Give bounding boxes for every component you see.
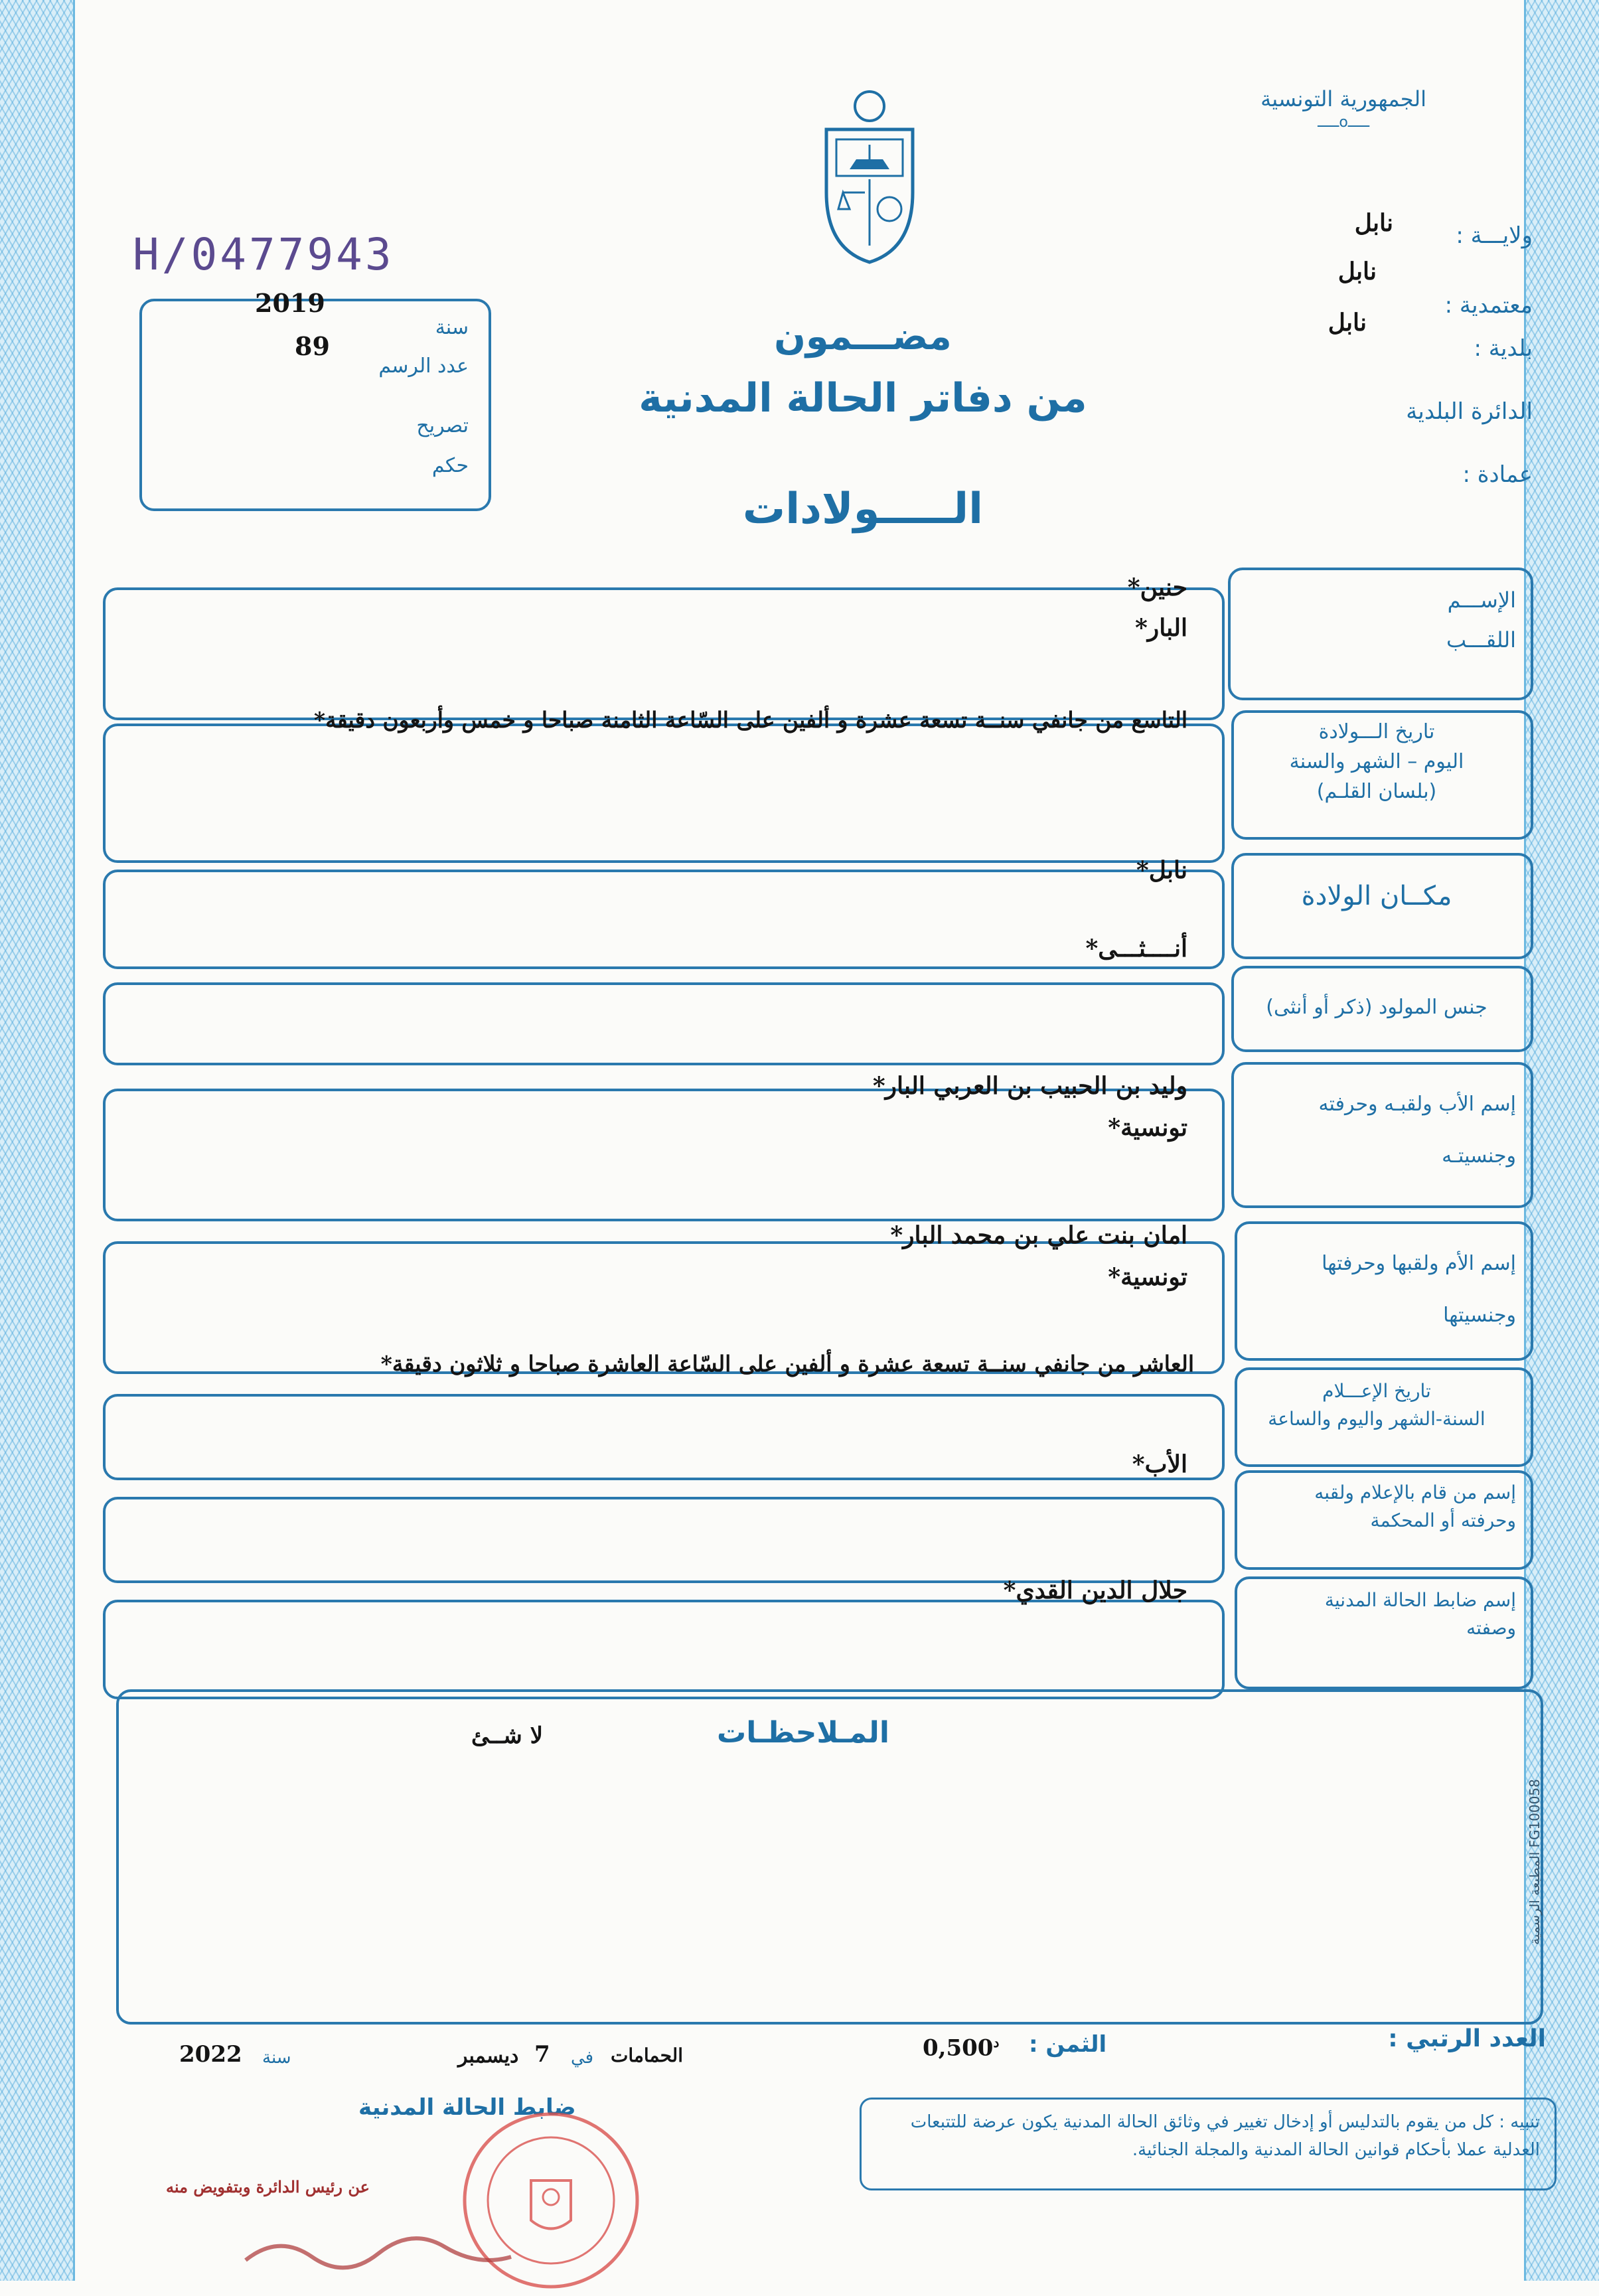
wilaya-value: نابل — [1354, 209, 1393, 237]
republic-ornament: ـــــoـــــ — [1318, 114, 1370, 131]
value-mother-name: امان بنت علي بن محمد البار* — [890, 1221, 1187, 1249]
register-year-label: سنة — [435, 316, 469, 339]
warning-box — [860, 2098, 1557, 2190]
left-security-border — [0, 0, 75, 2281]
title-sub: من دفاتر الحالة المدنية — [639, 375, 1087, 421]
price-value: $0,500^د$ — [923, 2034, 1000, 2062]
value-declarant: الأب* — [1132, 1450, 1187, 1478]
label-name: الإســـم اللقـــب — [1446, 587, 1516, 652]
register-year-value: 2019 — [255, 288, 325, 318]
value-sex: أنــــثـــى* — [1085, 935, 1187, 962]
label-mother: إسم الأم ولقبها وحرفتها وجنسيتها — [1322, 1252, 1516, 1327]
value-box-sex — [103, 982, 1225, 1065]
value-box-birth-date — [103, 724, 1225, 863]
value-officer: جلال الدين القدي* — [1003, 1576, 1187, 1604]
delegation-text: عن رئيس الدائرة وبتفويض منه — [166, 2177, 370, 2196]
register-declaration-label: تصريح — [416, 414, 469, 437]
baladia-value: نابل — [1328, 309, 1367, 337]
republic-header — [1260, 86, 1426, 131]
mootamadia-value: نابل — [1337, 258, 1377, 285]
register-judgment-label: حكم — [431, 454, 469, 477]
year-value: 2022 — [179, 2041, 242, 2068]
label-birth-place: مكــان الولادة — [1301, 881, 1452, 911]
signature-icon — [239, 2227, 518, 2273]
daira-label: الدائرة البلدية — [1406, 398, 1533, 425]
value-box-declarant — [103, 1497, 1225, 1583]
value-father-nationality: تونسية* — [1108, 1114, 1187, 1142]
value-father — [524, 1065, 1187, 1149]
officer-title: ضابط الحالة المدنية — [358, 2094, 576, 2121]
coat-of-arms-icon — [813, 86, 926, 266]
register-box — [139, 288, 491, 511]
month-value: ديسمبر — [458, 2044, 519, 2068]
value-birth-place: نابل* — [1136, 856, 1187, 884]
remarks-label: المـلاحظـات — [717, 1716, 889, 1750]
serial-number: H/0477943 — [133, 229, 394, 280]
wilaya-label: ولايـــة : — [1456, 222, 1533, 249]
remarks-value: لا شــئ — [471, 1722, 543, 1749]
serial-number-label: العدد الرتبي : — [1388, 2025, 1546, 2052]
in-label: في — [571, 2048, 594, 2068]
label-birth-date: تاريخ الـــولادة اليوم – الشهر والسنة (بلسان القلـم) — [1289, 720, 1464, 803]
baladia-label: بلدية : — [1474, 335, 1533, 362]
value-birth-date: التاسع من جانفي سنــة تسعة عشرة و ألفين على السّاعة الثامنة صباحا و خمس وأربعون دقيقة* — [313, 707, 1187, 733]
register-number-label: عدد الرسم — [378, 354, 469, 378]
label-sex: جنس المولود (ذكر أو أنثى) — [1266, 996, 1487, 1019]
value-mother-nationality: تونسية* — [1108, 1263, 1187, 1291]
title-main: مضـــمون — [774, 315, 952, 358]
value-last-name: البار* — [1134, 614, 1187, 643]
value-name — [391, 568, 1187, 649]
label-declarant: إسم من قام بالإعلام ولقبه وحرفته أو المحكمة — [1314, 1482, 1516, 1531]
republic-label: الجمهورية التونسية — [1260, 86, 1426, 112]
side-print-code: المطبعة الرسمية FG100058 — [1527, 1779, 1543, 1945]
day-value: 7 — [534, 2041, 550, 2068]
place-value: الحمامات — [611, 2044, 683, 2066]
warning-text: تنبيه : كل من يقوم بالتدليس أو إدخال تغيير في وثائق الحالة المدنية يكون عرضة للتتبعات العدلية عملا بأحكام قوانين الحالة المدنية والمجلة الجنائية. — [910, 2112, 1540, 2160]
price-label: الثمن : — [1029, 2031, 1107, 2058]
value-father-name: وليد بن الحبيب بن العربي البار* — [872, 1072, 1187, 1100]
label-officer: إسم ضابط الحالة المدنية وصفته — [1324, 1589, 1516, 1639]
omada-label: عمادة : — [1462, 461, 1533, 488]
title-births: الـــــولادات — [742, 485, 984, 534]
register-number-value: 89 — [295, 331, 330, 361]
label-declaration-date: تاريخ الإعـــلام السنة-الشهر واليوم والساعة — [1268, 1380, 1485, 1430]
mootamadia-label: معتمدية : — [1444, 292, 1533, 319]
value-declaration-date: العاشر من جانفي سنــة تسعة عشرة و ألفين على السّاعة العاشرة صباحا و ثلاثون دقيقة* — [380, 1351, 1194, 1377]
value-first-name: حنين* — [1127, 574, 1187, 601]
year-label: سنة — [262, 2048, 291, 2068]
value-mother — [524, 1215, 1187, 1298]
label-father: إسم الأب ولقبـه وحرفته وجنسيتـه — [1318, 1093, 1516, 1168]
value-box-officer — [103, 1600, 1225, 1699]
